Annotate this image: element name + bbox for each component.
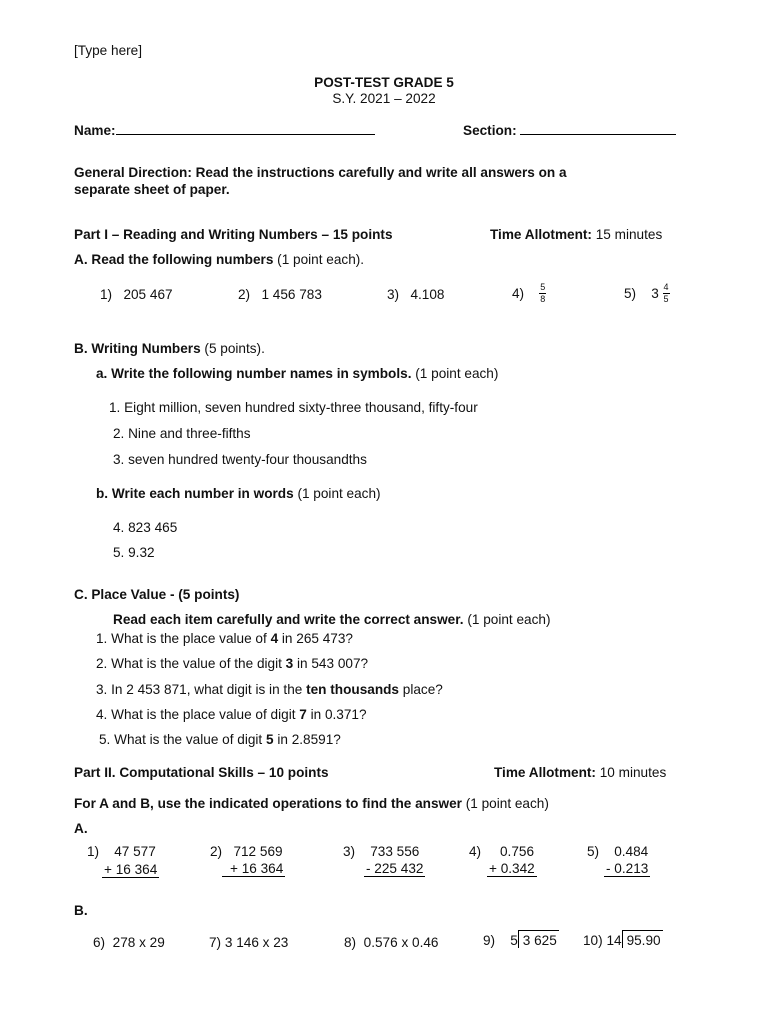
expression: 3 146 x 23 — [224, 935, 289, 950]
part1-b-title: B. Writing Numbers — [74, 341, 201, 356]
part2-time-label: Time Allotment: — [494, 765, 596, 780]
computation-item-5 — [587, 844, 648, 859]
part1-c-points: (5 points) — [178, 587, 240, 602]
addend-top: 0.756 — [499, 844, 535, 859]
divisor: 14 — [606, 933, 622, 948]
subpart-points: (1 point each) — [297, 486, 381, 501]
item-number: 4) — [512, 286, 525, 301]
instruction-text: For A and B, use the indicated operations to find the answer — [74, 796, 462, 811]
section-field — [463, 123, 676, 138]
addend-bottom: + 16 364 — [222, 861, 285, 877]
place-value-item-2 — [96, 656, 368, 671]
numerator: 5 — [540, 282, 546, 292]
computation-item-3 — [343, 844, 419, 859]
question-text: place? — [399, 682, 443, 697]
question-text: in 543 007? — [293, 656, 369, 671]
part2-heading: Part II. Computational Skills – 10 points — [74, 765, 329, 780]
part1-time-value: 15 minutes — [595, 227, 663, 242]
computation-item-5-bottom — [604, 861, 650, 876]
item-number: 8) — [344, 935, 357, 950]
computation-item-1 — [87, 844, 156, 859]
instruction-points: (1 point each) — [465, 796, 549, 811]
read-item-2 — [238, 287, 322, 302]
read-item-1 — [100, 287, 173, 302]
item-number: 2) — [238, 287, 251, 302]
part1-b-a-heading — [96, 366, 498, 381]
divisor: 5 — [510, 933, 518, 948]
question-text: in 2.8591? — [273, 732, 341, 747]
part1-c-title: C. Place Value - — [74, 587, 175, 602]
computation-item-2 — [210, 844, 283, 859]
part2-b-label: B. — [74, 903, 88, 918]
computation-item-1-bottom — [102, 862, 159, 877]
part1-c-instruction — [113, 612, 550, 627]
section-label: Section: — [463, 123, 517, 138]
part1-b-heading — [74, 341, 265, 356]
part1-c-heading — [74, 587, 239, 602]
item-number: 5) — [587, 844, 600, 859]
item-number: 5) — [624, 286, 637, 301]
part1-a-heading — [74, 252, 364, 267]
numerator: 4 — [663, 282, 669, 292]
item-number: 6) — [93, 935, 106, 950]
general-direction-line1: General Direction: Read the instructions carefully and write all answers on a — [74, 165, 567, 180]
part2-a-label: A. — [74, 821, 88, 836]
item-number: 2) — [210, 844, 223, 859]
fraction — [539, 282, 546, 305]
place-value-item-5 — [99, 732, 341, 747]
item-value: 4.108 — [410, 287, 445, 302]
subpart-title: b. Write each number in words — [96, 486, 294, 501]
item-value: 205 467 — [123, 287, 173, 302]
computation-item-7 — [209, 935, 288, 950]
minuend: 733 556 — [370, 844, 420, 859]
symbols-item-3: 3. seven hundred twenty-four thousandths — [113, 452, 367, 467]
subtrahend: - 0.213 — [606, 861, 649, 876]
fraction — [663, 282, 670, 305]
school-year: S.Y. 2021 – 2022 — [332, 91, 436, 106]
question-text: 5. What is the value of digit — [99, 732, 266, 747]
subpart-points: (1 point each) — [415, 366, 499, 381]
part1-a-points: (1 point each). — [277, 252, 365, 267]
computation-item-4 — [469, 844, 534, 859]
instruction-text: Read each item carefully and write the correct answer. — [113, 612, 464, 627]
addend-top: 712 569 — [233, 844, 283, 859]
computation-item-8 — [344, 935, 438, 950]
words-item-4: 4. 823 465 — [113, 520, 178, 535]
addend-bottom: + 0.342 — [489, 861, 535, 876]
computation-item-3-bottom — [364, 861, 425, 876]
read-item-3 — [387, 287, 444, 302]
place-value-item-3 — [96, 682, 443, 697]
computation-item-4-bottom — [487, 861, 537, 876]
part2-instruction — [74, 796, 549, 811]
item-number: 1) — [87, 844, 100, 859]
place-value-item-4 — [96, 707, 367, 722]
item-number: 9) — [483, 933, 496, 948]
name-blank — [116, 134, 375, 135]
page-title: POST-TEST GRADE 5 — [314, 75, 454, 90]
question-emphasis: 5 — [266, 732, 274, 747]
question-text: 3. In 2 453 871, what digit is in the — [96, 682, 307, 697]
question-emphasis: ten thousands — [306, 682, 399, 697]
name-field — [74, 123, 375, 138]
section-blank — [520, 134, 676, 135]
computation-item-9 — [483, 933, 559, 948]
whole-number: 3 — [651, 286, 659, 301]
general-direction-line2: separate sheet of paper. — [74, 182, 230, 197]
part1-b-b-heading — [96, 486, 381, 501]
computation-item-2-bottom — [222, 861, 285, 876]
computation-item-6 — [93, 935, 165, 950]
addend-top: 47 577 — [114, 844, 156, 859]
read-item-4 — [512, 282, 546, 305]
question-emphasis: 4 — [270, 631, 279, 646]
minuend: 0.484 — [614, 844, 649, 859]
subtrahend: - 225 432 — [366, 861, 424, 876]
item-number: 1) — [100, 287, 113, 302]
part1-heading: Part I – Reading and Writing Numbers – 15 points — [74, 227, 393, 242]
part1-time — [490, 227, 662, 242]
item-number: 10) — [583, 933, 603, 948]
item-number: 4) — [469, 844, 482, 859]
part2-time-value: 10 minutes — [599, 765, 667, 780]
item-number: 7) — [209, 935, 222, 950]
part2-time — [494, 765, 666, 780]
part1-b-points: (5 points). — [204, 341, 265, 356]
read-item-5 — [624, 282, 670, 305]
question-text: 1. What is the place value of — [96, 631, 271, 646]
place-value-item-1 — [96, 631, 353, 646]
item-value: 1 456 783 — [261, 287, 322, 302]
denominator: 8 — [540, 294, 546, 304]
name-label: Name: — [74, 123, 116, 138]
item-number: 3) — [387, 287, 400, 302]
expression: 0.576 x 0.46 — [363, 935, 439, 950]
expression: 278 x 29 — [112, 935, 165, 950]
dividend: 95.90 — [622, 930, 663, 948]
instruction-points: (1 point each) — [467, 612, 551, 627]
part1-a-title: A. Read the following numbers — [74, 252, 274, 267]
symbols-item-2: 2. Nine and three-fifths — [113, 426, 251, 441]
question-emphasis: 3 — [285, 656, 294, 671]
question-text: in 265 473? — [278, 631, 353, 646]
denominator: 5 — [663, 294, 669, 304]
dividend: 3 625 — [518, 930, 559, 948]
subpart-title: a. Write the following number names in symbols. — [96, 366, 412, 381]
part1-time-label: Time Allotment: — [490, 227, 592, 242]
words-item-5: 5. 9.32 — [113, 545, 155, 560]
question-text: 2. What is the value of the digit — [96, 656, 286, 671]
question-emphasis: 7 — [299, 707, 307, 722]
header-note: [Type here] — [74, 43, 143, 58]
item-number: 3) — [343, 844, 356, 859]
computation-item-10 — [583, 933, 663, 948]
question-text: in 0.371? — [306, 707, 367, 722]
addend-bottom: + 16 364 — [104, 862, 158, 877]
symbols-item-1: 1. Eight million, seven hundred sixty-three thousand, fifty-four — [109, 400, 478, 415]
question-text: 4. What is the place value of digit — [96, 707, 300, 722]
